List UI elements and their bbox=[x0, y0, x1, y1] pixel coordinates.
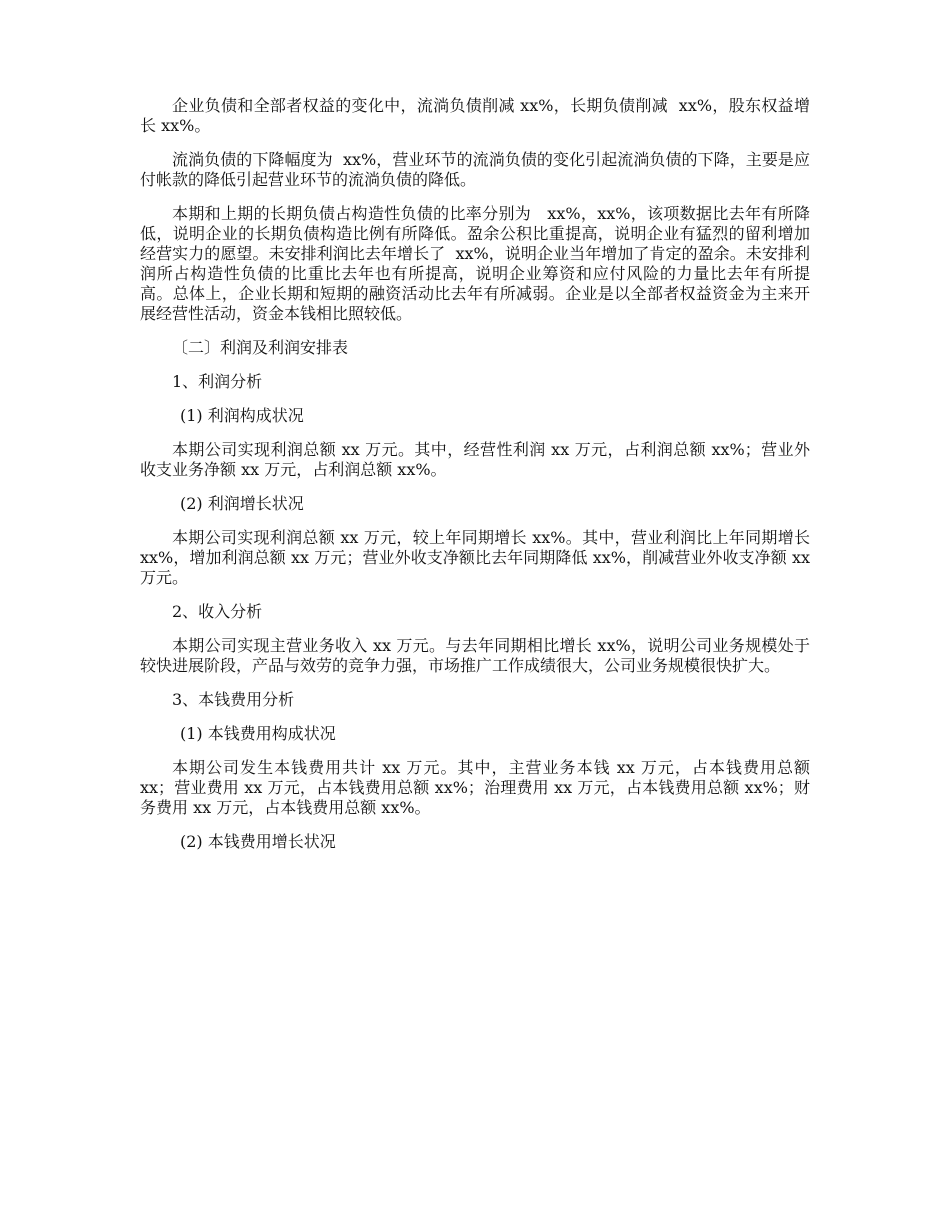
section-heading-profit-statement: 〔二〕利润及利润安排表 bbox=[172, 338, 349, 357]
subheading-profit-composition: (1) 利润构成状况 bbox=[180, 406, 304, 425]
paragraph-current-liabilities: 流淌负债的下降幅度为 xx%，营业环节的流淌负债的变化引起流淌负债的下降，主要是应付帐款的降低引起营业环节的流淌负债的降低。 bbox=[140, 150, 810, 189]
subheading-profit-growth: (2) 利润增长状况 bbox=[180, 494, 304, 513]
paragraph-revenue-analysis: 本期公司实现主营业务收入 xx 万元。与去年同期相比增长 xx%，说明公司业务规模处于较快进展阶段，产品与效劳的竞争力强，市场推广工作成绩很大，公司业务规模很快扩大。 bbox=[140, 636, 810, 675]
heading-revenue-analysis: 2、收入分析 bbox=[172, 602, 263, 621]
paragraph-profit-growth: 本期公司实现利润总额 xx 万元，较上年同期增长 xx%。其中，营业利润比上年同期增长 xx%，增加利润总额 xx 万元；营业外收支净额比去年同期降低 xx%，削减营业外收支净额 xx 万元。 bbox=[140, 528, 816, 587]
subheading-cost-composition: (1) 本钱费用构成状况 bbox=[180, 724, 336, 743]
paragraph-profit-composition: 本期公司实现利润总额 xx 万元。其中，经营性利润 xx 万元，占利润总额 xx%；营业外收支业务净额 xx 万元，占利润总额 xx%。 bbox=[140, 440, 810, 479]
heading-cost-analysis: 3、本钱费用分析 bbox=[172, 690, 295, 709]
heading-profit-analysis: 1、利润分析 bbox=[172, 372, 263, 391]
paragraph-equity-change: 企业负债和全部者权益的变化中，流淌负债削减 xx%，长期负债削减 xx%，股东权益增长 xx%。 bbox=[140, 96, 810, 135]
subheading-cost-growth: (2) 本钱费用增长状况 bbox=[180, 832, 336, 851]
paragraph-cost-composition: 本期公司发生本钱费用共计 xx 万元。其中，主营业务本钱 xx 万元，占本钱费用总额 xx；营业费用 xx 万元，占本钱费用总额 xx%；治理费用 xx 万元，占本钱费用总额 xx%；财务费用 xx 万元，占本钱费用总额 xx%。 bbox=[140, 758, 816, 817]
paragraph-long-term-liabilities: 本期和上期的长期负债占构造性负债的比率分别为 xx%，xx%，该项数据比去年有所降低，说明企业的长期负债构造比例有所降低。盈余公积比重提高，说明企业有猛烈的留利增加经营实力的愿望。未安排利润比去年增长了 xx%，说明企业当年增加了肯定的盈余。未安排利润所占构造性负债的比重比去年也有所提高，说明企业筹资和应付风险的力量比去年有所提高。总体上，企业长期和短期的融资活动比去年有所减弱。企业是以全部者权益资金为主来开展经营性活动，资金本钱相比照较低。 bbox=[140, 204, 810, 323]
